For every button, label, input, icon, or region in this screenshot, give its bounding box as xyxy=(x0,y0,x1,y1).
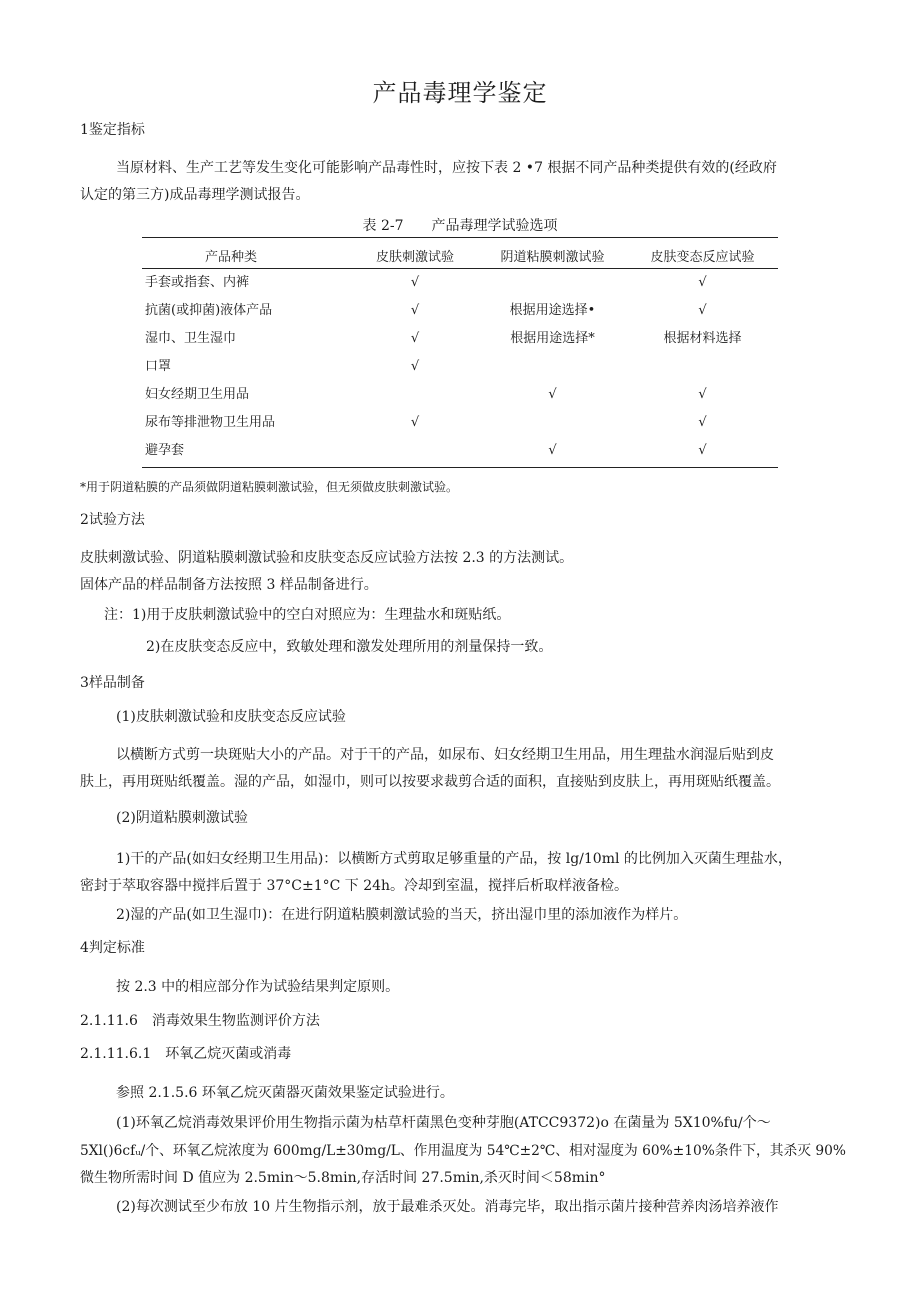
section-3-subheading-1: (1)皮肤刺激试验和皮肤变态反应试验 xyxy=(116,709,346,725)
section-2-note-1: 注：1)用于皮肤刺激试验中的空白对照应为：生理盐水和斑贴纸。 xyxy=(104,607,511,623)
table-cell: √ xyxy=(698,275,707,290)
table-cell: √ xyxy=(548,387,557,402)
section-4-heading: 4判定标准 xyxy=(80,940,145,956)
table-header-rule xyxy=(142,268,778,269)
table-cell: 抗菌(或抑菌)液体产品 xyxy=(145,303,273,318)
section-3-paragraph-2-line-1: 1)干的产品(如妇女经期卫生用品)：以横断方式剪取足够重量的产品，按 lg∕10ml 的比例加入灭菌生理盐水， xyxy=(116,851,792,867)
section-3-heading: 3样品制备 xyxy=(80,675,145,691)
section-2-1-11-6-1-heading: 2.1.11.6.1 环氧乙烷灭菌或消毒 xyxy=(80,1046,292,1062)
section-6-paragraph-2-line-2: 5Xl()6cfᵤ/个、环氧乙烷浓度为 600mg/L±30mg/L、作用温度为 54℃±2℃、相对湿度为 60%±10%条件下，其杀灭 90% xyxy=(80,1143,846,1159)
table-header-skin-irritation: 皮肤刺激试验 xyxy=(375,250,454,265)
table-cell: 避孕套 xyxy=(145,443,185,458)
table-cell: 口罩 xyxy=(145,359,172,374)
section-2-note-2: 2)在皮肤变态反应中，致敏处理和激发处理所用的剂量保持一致。 xyxy=(146,639,553,655)
section-6-paragraph-2-line-1: (1)环氧乙烷消毒效果评价用生物指示菌为枯草杆菌黑色变种芽胞(ATCC9372)o 在菌量为 5X10%fu∕个～ xyxy=(116,1115,771,1131)
section-2-line-2: 固体产品的样品制备方法按照 3 样品制备进行。 xyxy=(80,577,378,593)
table-cell: √ xyxy=(698,303,707,318)
table-cell: 根据用途选择• xyxy=(509,303,596,318)
section-3-paragraph-1-line-1: 以横断方式剪一块斑贴大小的产品。对于干的产品，如尿布、妇女经期卫生用品，用生理盐水润湿后贴到皮 xyxy=(116,747,774,763)
section-3-subheading-2: (2)阴道粘膜刺激试验 xyxy=(116,810,248,826)
section-6-paragraph-3: (2)每次测试至少布放 10 片生物指示剂，放于最难杀灭处。消毒完毕，取出指示菌片接种营养肉汤培养液作 xyxy=(116,1199,779,1215)
table-cell: 妇女经期卫生用品 xyxy=(145,387,250,402)
table-cell: 根据材料选择 xyxy=(663,331,742,346)
section-1-paragraph-line-2: 认定的第三方)成品毒理学测试报告。 xyxy=(80,187,310,203)
table-bottom-rule xyxy=(142,467,778,468)
page-title: 产品毒理学鉴定 xyxy=(372,79,548,107)
section-1-paragraph-line-1: 当原材料、生产工艺等发生变化可能影响产品毒性时，应按下表 2 •7 根据不同产品种类提供有效的(经政府 xyxy=(116,160,777,176)
table-cell: 手套或指套、内裤 xyxy=(145,275,250,290)
table-cell: √ xyxy=(410,359,420,374)
section-3-paragraph-3: 2)湿的产品(如卫生湿巾)：在进行阴道粘膜刺激试验的当天，挤出湿巾里的添加液作为样片。 xyxy=(116,907,688,923)
table-cell: √ xyxy=(410,331,420,346)
section-6-paragraph-2-line-3: 微生物所需时间 D 值应为 2.5min～5.8min,存活时间 27.5min,杀灭时间＜58min° xyxy=(80,1170,606,1186)
table-cell: √ xyxy=(410,415,420,430)
table-cell: 湿巾、卫生湿巾 xyxy=(145,331,237,346)
section-2-heading: 2试验方法 xyxy=(80,512,145,528)
table-cell: √ xyxy=(698,415,707,430)
section-6-paragraph-1: 参照 2.1.5.6 环氧乙烷灭菌器灭菌效果鉴定试验进行。 xyxy=(116,1085,454,1101)
table-cell: √ xyxy=(410,275,420,290)
table-cell: √ xyxy=(410,303,420,318)
table-cell: 尿布等排泄物卫生用品 xyxy=(145,415,276,430)
table-header-category: 产品种类 xyxy=(205,250,258,265)
section-4-paragraph: 按 2.3 中的相应部分作为试验结果判定原则。 xyxy=(116,979,400,995)
section-3-paragraph-2-line-2: 密封于萃取容器中搅拌后置于 37°C±1°C 下 24h。冷却到室温，搅拌后析取样液备检。 xyxy=(80,878,629,894)
table-cell: √ xyxy=(548,443,557,458)
table-header-skin-sensitization: 皮肤变态反应试验 xyxy=(650,250,755,265)
table-cell: √ xyxy=(698,443,707,458)
table-header-vaginal-irritation: 阴道粘膜刺激试验 xyxy=(500,250,605,265)
table-caption: 表 2-7 产品毒理学试验选项 xyxy=(362,218,558,234)
section-3-paragraph-1-line-2: 肤上，再用斑贴纸覆盖。湿的产品，如湿巾，则可以按要求裁剪合适的面积，直接贴到皮肤上，再用斑贴纸覆盖。 xyxy=(80,774,780,790)
table-cell: 根据用途选择* xyxy=(510,331,595,346)
section-1-heading: 1鉴定指标 xyxy=(80,122,145,138)
table-cell: √ xyxy=(698,387,707,402)
table-footnote: *用于阴道粘膜的产品须做阴道粘膜刺激试验，但无须做皮肤刺激试验。 xyxy=(80,480,459,494)
table-top-rule xyxy=(142,237,778,238)
section-2-line-1: 皮肤刺激试验、阴道粘膜刺激试验和皮肤变态反应试验方法按 2.3 的方法测试。 xyxy=(80,550,574,566)
section-2-1-11-6-heading: 2.1.11.6 消毒效果生物监测评价方法 xyxy=(80,1013,320,1029)
